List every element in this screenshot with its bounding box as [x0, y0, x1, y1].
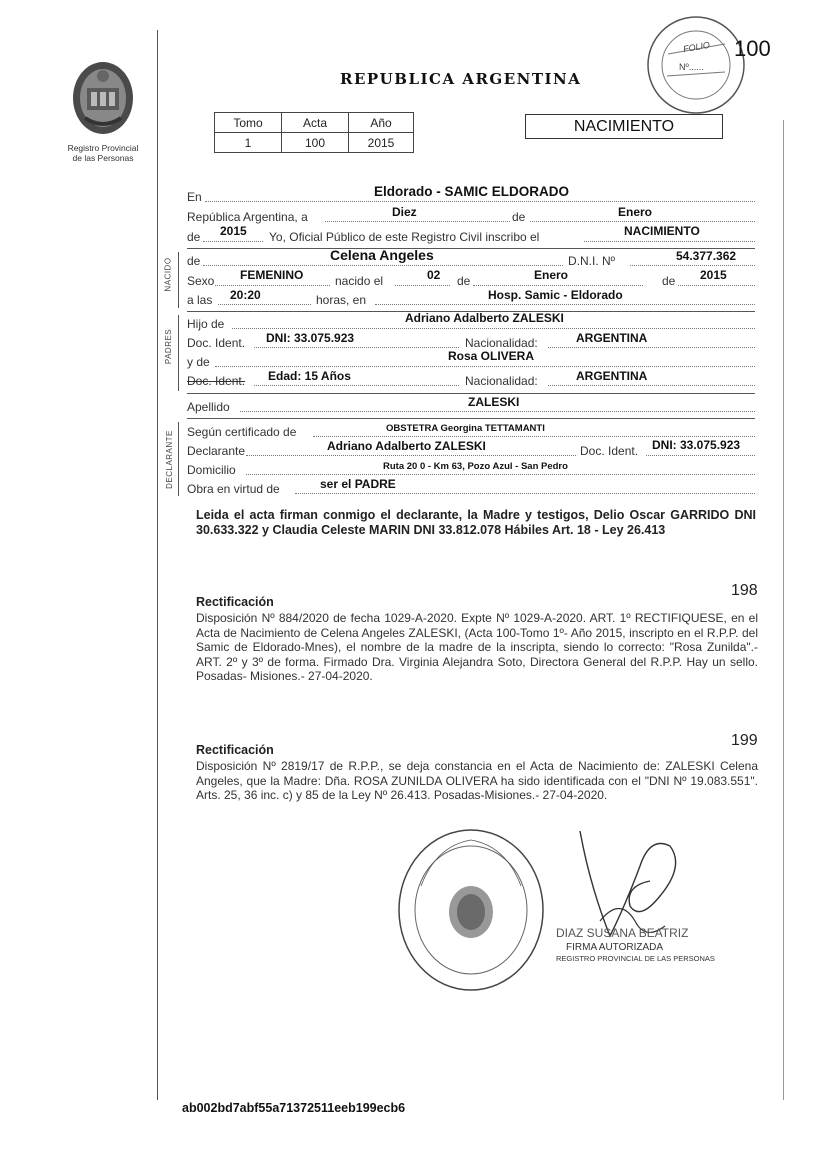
label-segun-certificado: Según certificado de: [187, 425, 297, 439]
label-hijo-de: Hijo de: [187, 317, 225, 331]
official-seal: [396, 826, 546, 994]
label-domicilio: Domicilio: [187, 463, 236, 477]
official-seal-icon: [396, 826, 546, 994]
dotted-line: [254, 347, 459, 348]
dotted-line: [395, 285, 450, 286]
label-nacido-el: nacido el: [335, 274, 384, 288]
dotted-line: [246, 455, 576, 456]
rectificacion-body-198: Disposición Nº 884/2020 de fecha 1029-A-2020. Expte Nº 1029-A-2020. ART. 1º RECTIFIQUESE, en el Acta de Nacimiento de Celena Angeles ZALESKI, (Acta 100-Tomo 1º- Año 2015, inscripto en el R.P.P. del Samic de Eldorado-Mnes), el nombre de la madre de la inscripta, siendo lo correcto: "Rosa Zunilda".- ART. 2º y 3º de forma. Firmado Dra. Virginia Alejandra Soto, Directora General del R.P.P. Hay un sello. Posadas- Misiones.- 27-04-2020.: [196, 611, 758, 683]
label-de-nombre: de: [187, 254, 201, 268]
value-lugar-nac: Hosp. Samic - Eldorado: [488, 288, 623, 302]
tomo-acta-table: [214, 112, 414, 153]
rectificacion-title-198: Rectificación: [196, 595, 274, 609]
label-en: En: [187, 190, 202, 204]
value-obra-virtud: ser el PADRE: [320, 477, 396, 491]
value-madre-nac: ARGENTINA: [576, 369, 648, 383]
dotted-line: [548, 385, 755, 386]
value-sexo: FEMENINO: [240, 268, 304, 282]
section-divider: [187, 393, 755, 394]
value-nacido-anio: 2015: [700, 268, 727, 282]
dotted-line: [473, 285, 643, 286]
label-doc-ident-padre: Doc. Ident.: [187, 336, 246, 350]
value-dni: 54.377.362: [676, 249, 737, 263]
signer-org: REGISTRO PROVINCIAL DE LAS PERSONAS: [556, 954, 715, 963]
value-certificado: OBSTETRA Georgina TETTAMANTI: [386, 423, 545, 434]
misiones-emblem-icon: [63, 58, 143, 138]
dotted-line: [254, 385, 459, 386]
dotted-line: [678, 285, 755, 286]
section-bar: [178, 252, 179, 308]
dotted-line: [313, 436, 755, 437]
label-doc-ident-madre: Doc. Ident.: [187, 374, 246, 388]
dotted-line: [232, 328, 755, 329]
dotted-line: [548, 347, 755, 348]
logo-caption-line2: de las Personas: [72, 153, 134, 163]
value-hora: 20:20: [230, 288, 261, 302]
value-lugar: Eldorado - SAMIC ELDORADO: [374, 184, 569, 199]
folio-number: 100: [734, 36, 771, 61]
tomo-value: 1: [215, 133, 282, 153]
dotted-line: [646, 455, 755, 456]
folio-label: FOLIO: [682, 39, 711, 55]
rectificacion-number-198: 198: [731, 582, 758, 599]
rectificacion-body-199: Disposición Nº 2819/17 de R.P.P., se deja constancia en el Acta de Nacimiento de: ZALESKI Celena Angeles, que la Madre: Dña. ROSA ZUNILDA OLIVERA ha sido identificada con el "DNI Nº 19.083.551". Arts. 25, 36 inc. c) y 85 de la Ley Nº 26.413. Posadas-Misiones.- 27-04-2020.: [196, 759, 758, 802]
dotted-line: [295, 493, 755, 494]
value-padre: Adriano Adalberto ZALESKI: [405, 311, 564, 325]
left-margin-line: [157, 30, 158, 1100]
section-divider: [187, 248, 755, 249]
dotted-line: [246, 474, 755, 475]
document-hash: ab002bd7abf55a71372511eeb199ecb6: [182, 1101, 406, 1115]
folio-stamp: [645, 14, 747, 116]
section-bar: [178, 422, 179, 496]
label-nacionalidad-padre: Nacionalidad:: [465, 336, 538, 350]
side-label-padres: PADRES: [164, 328, 174, 365]
value-domicilio: Ruta 20 0 - Km 63, Pozo Azul - San Pedro: [383, 461, 568, 472]
rectificacion-title-199: Rectificación: [196, 743, 274, 757]
dotted-line: [218, 304, 311, 305]
dotted-line: [240, 411, 755, 412]
dotted-line: [325, 221, 510, 222]
label-republica-a: República Argentina, a: [187, 210, 308, 224]
value-nacido-mes: Enero: [534, 268, 569, 282]
folio-no: Nº......: [679, 62, 704, 72]
right-margin-line: [783, 120, 784, 1100]
signer-name: DIAZ SUSANA BEATRIZ: [556, 926, 689, 940]
registro-logo: [48, 58, 158, 163]
dotted-line: [375, 304, 755, 305]
value-madre: Rosa OLIVERA: [448, 349, 535, 363]
value-padre-nac: ARGENTINA: [576, 331, 648, 345]
dotted-line: [530, 221, 755, 222]
value-anio: 2015: [220, 224, 247, 238]
label-sexo: Sexo: [187, 274, 215, 288]
section-bar: [178, 315, 179, 391]
acta-header: Acta: [282, 113, 349, 133]
value-nombre: Celena Angeles: [330, 247, 434, 263]
value-declarante: Adriano Adalberto ZALESKI: [327, 439, 486, 453]
anio-header: Año: [349, 113, 414, 133]
dotted-line: [630, 265, 755, 266]
rectificacion-number-199: 199: [731, 732, 758, 749]
side-label-declarante: DECLARANTE: [164, 430, 174, 489]
value-inscripcion: NACIMIENTO: [624, 224, 700, 238]
signer-role: FIRMA AUTORIZADA: [566, 942, 664, 953]
label-de-mes: de: [512, 210, 526, 224]
label-declarante: Declarante: [187, 444, 246, 458]
side-label-nacido: NACIDO: [163, 257, 173, 292]
dotted-line: [215, 366, 755, 367]
tomo-header: Tomo: [215, 113, 282, 133]
label-dni: D.N.I. Nº: [568, 254, 616, 268]
page-title: REPUBLICA ARGENTINA: [340, 70, 582, 88]
label-de-anio-nac: de: [662, 274, 676, 288]
dotted-line: [215, 285, 330, 286]
label-y-de: y de: [187, 355, 210, 369]
value-dia-letras: Diez: [392, 205, 417, 219]
value-padre-doc: DNI: 33.075.923: [266, 331, 355, 345]
label-horas-en: horas, en: [316, 293, 367, 307]
document-type-box: NACIMIENTO: [525, 114, 723, 139]
label-apellido: Apellido: [187, 400, 230, 414]
leida-paragraph: Leida el acta firman conmigo el declarante, la Madre y testigos, Delio Oscar GARRIDO DNI 30.633.322 y Claudia Celeste MARIN DNI 33.812.078 Hábiles Art. 18 - Ley 26.413: [196, 508, 756, 537]
label-oficial: Yo, Oficial Público de este Registro Civil inscribo el: [269, 230, 540, 244]
value-apellido: ZALESKI: [468, 395, 520, 409]
label-nacionalidad-madre: Nacionalidad:: [465, 374, 538, 388]
label-de-mes-nac: de: [457, 274, 471, 288]
dotted-line: [584, 241, 755, 242]
value-declarante-doc: DNI: 33.075.923: [652, 438, 741, 452]
label-obra-virtud: Obra en virtud de: [187, 482, 280, 496]
label-a-las: a las: [187, 293, 213, 307]
section-divider: [187, 418, 755, 419]
value-nacido-dia: 02: [427, 268, 441, 282]
logo-caption-line1: Registro Provincial: [67, 143, 139, 153]
anio-value: 2015: [349, 133, 414, 153]
dotted-line: [203, 265, 563, 266]
value-mes-letras: Enero: [618, 205, 653, 219]
label-de-anio: de: [187, 230, 201, 244]
label-doc-ident-declarante: Doc. Ident.: [580, 444, 639, 458]
dotted-line: [205, 201, 755, 202]
acta-value: 100: [282, 133, 349, 153]
dotted-line: [203, 241, 263, 242]
value-madre-doc: Edad: 15 Años: [268, 369, 351, 383]
